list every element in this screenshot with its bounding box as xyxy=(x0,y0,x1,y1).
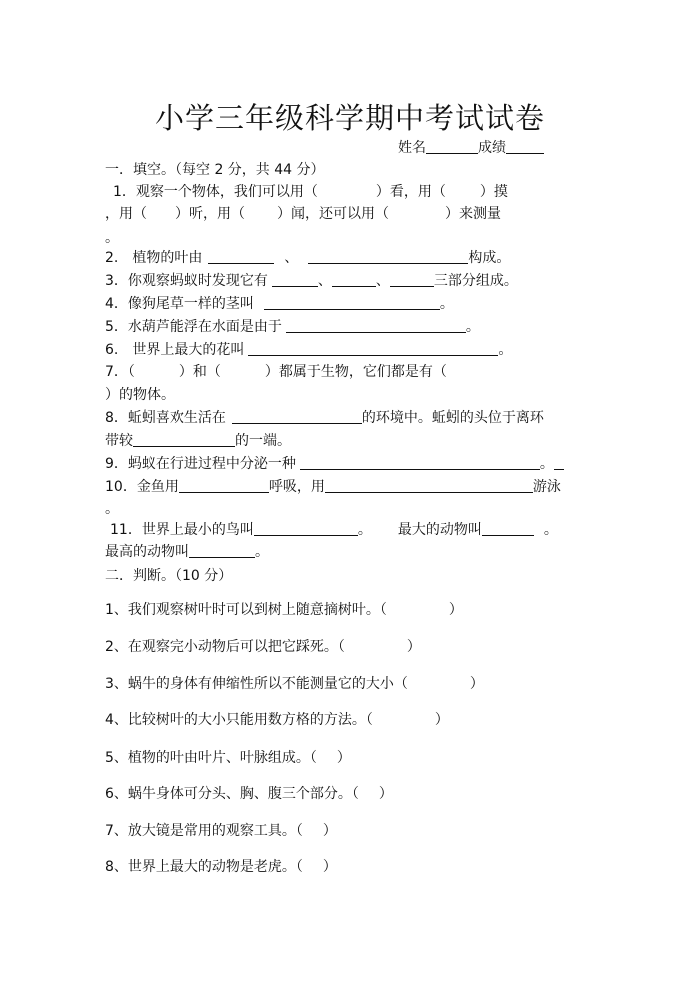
q9-tail-line xyxy=(554,455,564,470)
judge-item: 8、世界上最大的动物是老虎。（ ） xyxy=(105,859,337,875)
q7-line2: ）的物体。 xyxy=(105,387,175,403)
q8-line1: 8．蚯蚓喜欢生活在 的环境中。蚯蚓的头位于离环 xyxy=(105,410,544,426)
q8-blank-2[interactable] xyxy=(133,432,235,447)
judge-item: 7、放大镜是常用的观察工具。（ ） xyxy=(105,823,337,839)
q10-line1: 10．金鱼用 呼吸，用 游泳 xyxy=(105,479,561,495)
q6: 6. 世界上最大的花叫 。 xyxy=(105,342,513,358)
judge-item: 6、蜗牛身体可分头、胸、腹三个部分。（ ） xyxy=(105,786,393,802)
q3-blank-2[interactable] xyxy=(332,272,376,287)
judge-item: 3、蜗牛的身体有伸缩性所以不能测量它的大小（ ） xyxy=(105,676,484,692)
score-label: 成绩 xyxy=(478,140,506,156)
q4-blank[interactable] xyxy=(264,295,440,310)
q8-blank-1[interactable] xyxy=(232,409,362,424)
name-label: 姓名 xyxy=(398,140,426,156)
q2: 2. 植物的叶由 、 构成。 xyxy=(105,250,511,266)
q9: 9．蚂蚁在行进过程中分泌一种 。 xyxy=(105,454,564,474)
section2-heading: 二．判断。（10 分） xyxy=(105,568,233,584)
judge-item: 2、在观察完小动物后可以把它踩死。（ ） xyxy=(105,639,421,655)
q7-line1: 7．（ ）和（ ）都属于生物，它们都是有（ xyxy=(105,364,447,380)
q11-blank-1[interactable] xyxy=(254,521,358,536)
name-blank[interactable] xyxy=(426,139,478,154)
student-info xyxy=(398,138,544,158)
judge-item: 4、比较树叶的大小只能用数方格的方法。（ ） xyxy=(105,712,449,728)
q8-line2: 带较 的一端。 xyxy=(105,433,291,449)
q11-line1: 11．世界上最小的鸟叫 。 最大的动物叫 。 xyxy=(110,522,558,538)
score-blank[interactable] xyxy=(506,139,544,154)
exam-title: 小学三年级科学期中考试试卷 xyxy=(154,101,545,135)
q9-blank[interactable] xyxy=(300,455,540,470)
judge-item: 1、我们观察树叶时可以到树上随意摘树叶。（ ） xyxy=(105,602,463,618)
q10-blank-2[interactable] xyxy=(325,478,533,493)
q2-blank-2[interactable] xyxy=(308,249,468,264)
q1-line3: 。 xyxy=(105,230,119,246)
q1-line1: 1．观察一个物体，我们可以用（ ）看，用（ ）摸 xyxy=(113,184,508,200)
q3-blank-1[interactable] xyxy=(272,272,318,287)
q11-line2: 最高的动物叫 。 xyxy=(105,544,269,560)
q5-blank[interactable] xyxy=(286,318,466,333)
q4: 4．像狗尾草一样的茎叫 。 xyxy=(105,296,454,312)
judge-item: 5、植物的叶由叶片、叶脉组成。（ ） xyxy=(105,750,351,766)
q1-line2: ，用（ ）听，用（ ）闻，还可以用（ ）来测量 xyxy=(105,206,501,222)
q11-blank-2[interactable] xyxy=(482,521,534,536)
q6-blank[interactable] xyxy=(248,341,498,356)
q11-blank-3[interactable] xyxy=(189,543,255,558)
q3: 3．你观察蚂蚁时发现它有 、 、 三部分组成。 xyxy=(105,273,518,289)
q5: 5．水葫芦能浮在水面是由于 。 xyxy=(105,319,480,335)
section1-heading: 一．填空。（每空 2 分，共 44 分） xyxy=(105,162,325,178)
q3-blank-3[interactable] xyxy=(390,272,434,287)
q2-blank-1[interactable] xyxy=(208,249,274,264)
q10-line2: 。 xyxy=(105,501,119,517)
q10-blank-1[interactable] xyxy=(179,478,269,493)
